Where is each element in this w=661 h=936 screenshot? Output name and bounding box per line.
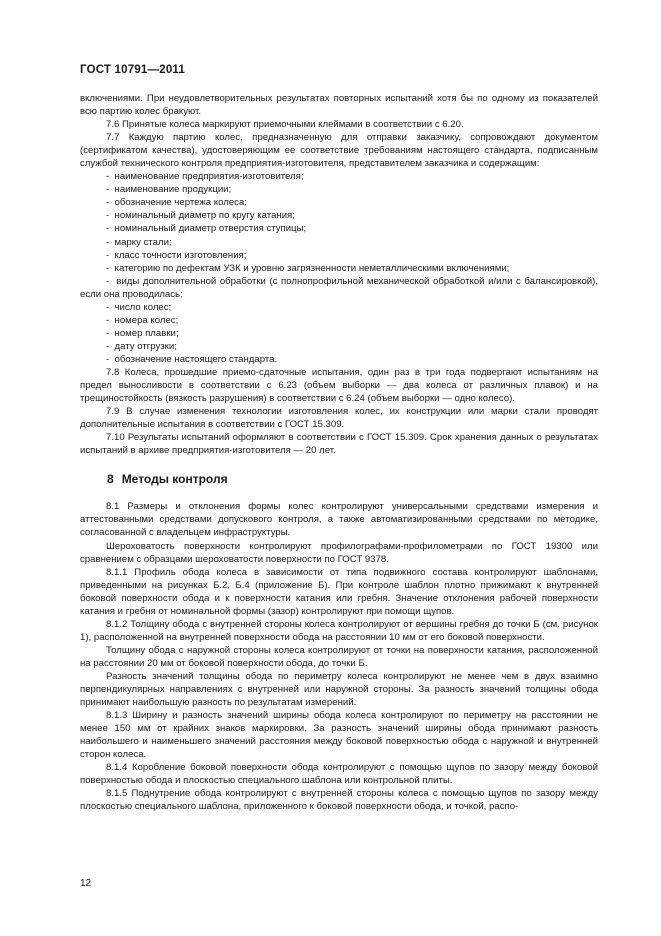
block-acceptance xyxy=(80,92,598,457)
paragraph: 8.1.1 Профиль обода колеса в зависимости от типа подвижного состава контролируют шаблонами, приведенными на рисунках Б.2, Б.4 (приложение Б). При контроле шаблон плотно прижимают к внутренней боковой поверхности обода и к поверхности катания или гребня. Значение отклонения рабочей поверхности катания и гребня от номинальной формы (зазор) контролируют при помощи щупов. xyxy=(80,566,598,617)
paragraph: 7.8 Колеса, прошедшие приемо-сдаточные испытания, один раз в три года подвергают испытаниям на предел выносливости в соответствии с 6.23 (объем выборки — два колеса от различных плавок) и на трещиностойкость (вязкость разрушения) в соответствии с 6.24 (объем выборки — одно колесо). xyxy=(80,366,598,405)
paragraph: 7.6 Принятые колеса маркируют приемочными клеймами в соответствии с 6.20. xyxy=(106,119,464,131)
list-item: - виды дополнительной обработки (с полнопрофильной механической обработкой и/или с балансировкой), если она проводилась; xyxy=(80,275,598,300)
list-item: - номер плавки; xyxy=(80,327,598,340)
paragraph: 7.10 Результаты испытаний оформляют в соответствии с ГОСТ 15.309. Срок хранения данных о результатах испытаний в архиве предприятия-изготовителя — 20 лет. xyxy=(80,432,598,457)
list-item: - наименование продукции; xyxy=(80,183,598,196)
list-item: - обозначение чертежа колеса; xyxy=(80,196,598,209)
list-item: - дату отгрузки; xyxy=(80,340,598,353)
paragraph: Разность значений толщины обода по периметру колеса контролируют не менее чем в двух взаимно перпендикулярных направлениях с внутренней или наружной стороны. За разность значений толщины обода принимают наибольшую разность по результатам измерений. xyxy=(80,670,598,709)
list-item: - обозначение настоящего стандарта. xyxy=(80,353,598,366)
paragraph: 7.9 В случае изменения технологии изготовления колес, их конструкции или марки стали проводят дополнительные испытания в соответствии с ГОСТ 15.309. xyxy=(80,406,598,431)
section-heading xyxy=(80,473,598,486)
list-item: - номера колес; xyxy=(80,314,598,327)
paragraph: 8.1.4 Коробление боковой поверхности обода контролируют с помощью щупов по зазору между боковой поверхностью обода и плоскостью специального шаблона или контрольной плиты. xyxy=(80,762,598,787)
paragraph: 7.7 Каждую партию колес, предназначенную для отправки заказчику, сопровождают документом (сертификатом качества), удостоверяющим ее соответствие требованиям настоящего стандарта, подписанным службой технического контроля предприятия-изготовителя, представителем заказчика и содержащим: xyxy=(80,132,598,170)
paragraph: Толщину обода с наружной стороны колеса контролируют от точки на поверхности катания, расположенной на расстоянии 20 мм от боковой поверхности обода, до точки Б. xyxy=(80,644,598,669)
list-item: - класс точности изготовления; xyxy=(80,249,598,262)
document-header: ГОСТ 10791—2011 xyxy=(80,64,185,76)
section-number: 8 xyxy=(107,472,114,487)
list-item: - категорию по дефектам УЗК и уровню загрязненности неметаллическими включениями; xyxy=(80,262,598,275)
section-title: Методы контроля xyxy=(121,472,228,487)
page-body xyxy=(80,92,598,813)
list-item: - число колес; xyxy=(80,301,598,314)
paragraph: 8.1 Размеры и отклонения формы колес контролируют универсальными средствами измерения и аттестованными средствами допускового контроля, а также автоматизированными средствами по методике, согласованной с владельцем инфраструктуры. xyxy=(80,501,598,539)
paragraph: включениями. При неудовлетворительных результатах повторных испытаний хотя бы по одному из показателей всю партию колес бракуют. xyxy=(80,93,598,118)
paragraph: 8.1.3 Ширину и разность значений ширины обода колеса контролируют по периметру на расстоянии не менее 150 мм от крайних знаков маркировки. За разность значений ширины обода принимают разность наибольшего и наименьшего значений расстояния между боковой поверхностью обода с наружной и внутренней сторон колеса. xyxy=(80,710,598,761)
list-item: - наименование предприятия-изготовителя; xyxy=(80,170,598,183)
paragraph: 8.1.2 Толщину обода с внутренней стороны колеса контролируют от вершины гребня до точки Б (см. рисунок 1), расположенной на внутренней поверхности обода на расстоянии 10 мм от его боковой поверхности. xyxy=(80,618,598,643)
list-item: - номинальный диаметр отверстия ступицы; xyxy=(80,222,598,235)
block-methods xyxy=(80,500,598,813)
paragraph: 8.1.5 Поднутрение обода контролируют с внутренней стороны колеса с помощью щупов по зазору между плоскостью специального шаблона, приложенного к боковой поверхности обода, и точкой, распо- xyxy=(80,788,598,813)
list-item: - номинальный диаметр по кругу катания; xyxy=(80,209,598,222)
list-item: - марку стали; xyxy=(80,236,598,249)
page-number: 12 xyxy=(80,878,92,889)
paragraph: Шероховатость поверхности контролируют профилографами-профилометрами по ГОСТ 19300 или сравнением с образцами шероховатости поверхности по ГОСТ 9378. xyxy=(80,540,598,565)
